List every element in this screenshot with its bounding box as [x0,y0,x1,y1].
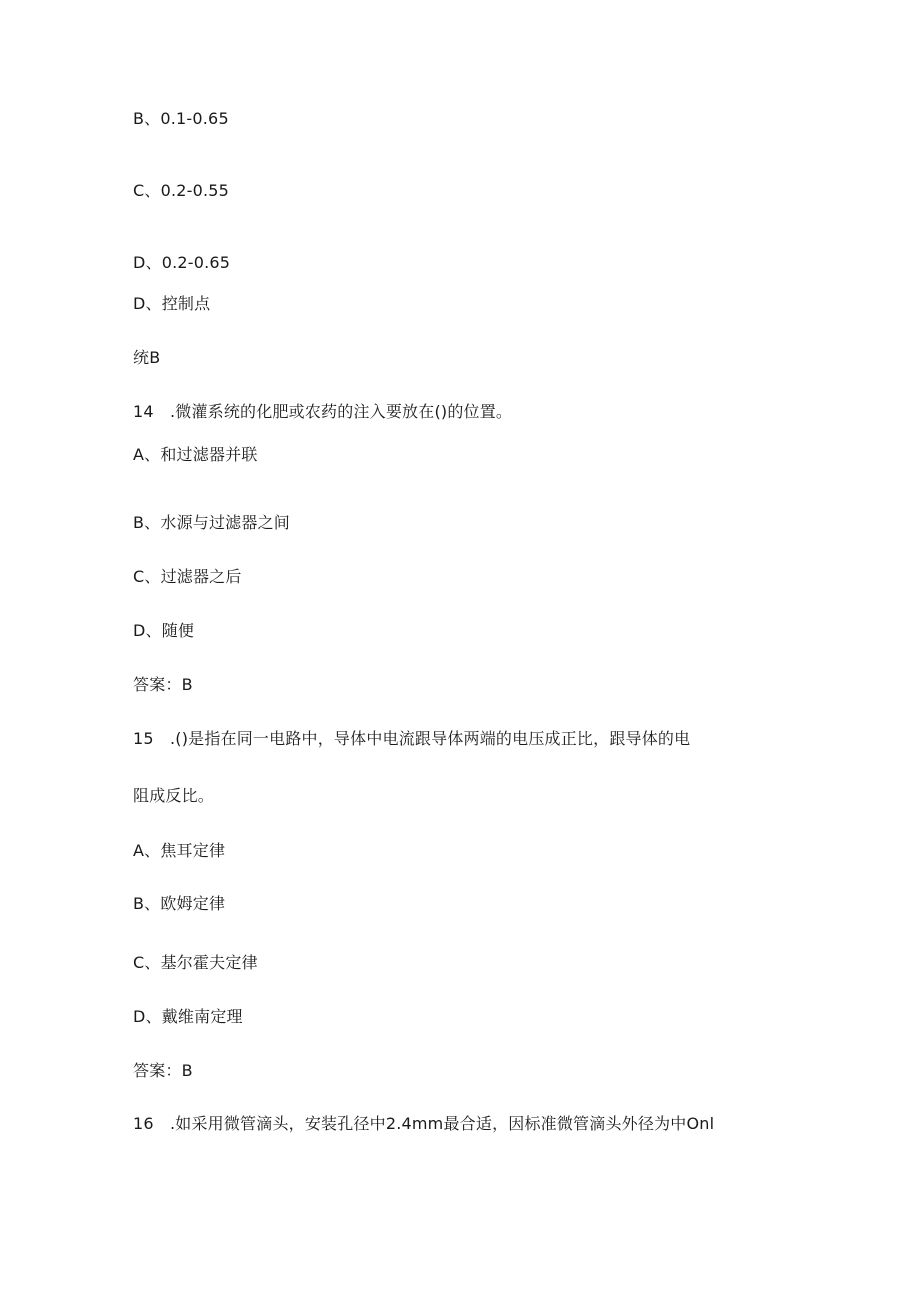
option-d-extra: D、控制点 [133,294,211,313]
question-16: 16 .如采用微管滴头，安装孔径中2.4mm最合适，因标准微管滴头外径为中Onl [133,1114,715,1133]
q14-answer: 答案：B [133,675,193,694]
question-15-line-1: 15 .()是指在同一电路中，导体中电流跟导体两端的电压成正比，跟导体的电 [133,729,691,748]
q14-option-b: B、水源与过滤器之间 [133,513,290,532]
option-b-prev: B、0.1-0.65 [133,109,229,128]
q15-option-d: D、戴维南定理 [133,1007,243,1026]
q14-option-a: A、和过滤器并联 [133,445,258,464]
q15-option-b: B、欧姆定律 [133,894,226,913]
q15-option-a: A、焦耳定律 [133,841,226,860]
q14-option-d: D、随便 [133,621,195,640]
question-14: 14 .微灌系统的化肥或农药的注入要放在()的位置。 [133,402,513,421]
question-15-line-2: 阻成反比。 [133,786,215,805]
q14-option-c: C、过滤器之后 [133,567,242,586]
option-c-prev: C、0.2-0.55 [133,181,230,200]
option-d-prev: D、0.2-0.65 [133,253,231,272]
q15-option-c: C、基尔霍夫定律 [133,953,258,972]
answer-prev: 统B [133,348,161,367]
q15-answer: 答案：B [133,1061,193,1080]
